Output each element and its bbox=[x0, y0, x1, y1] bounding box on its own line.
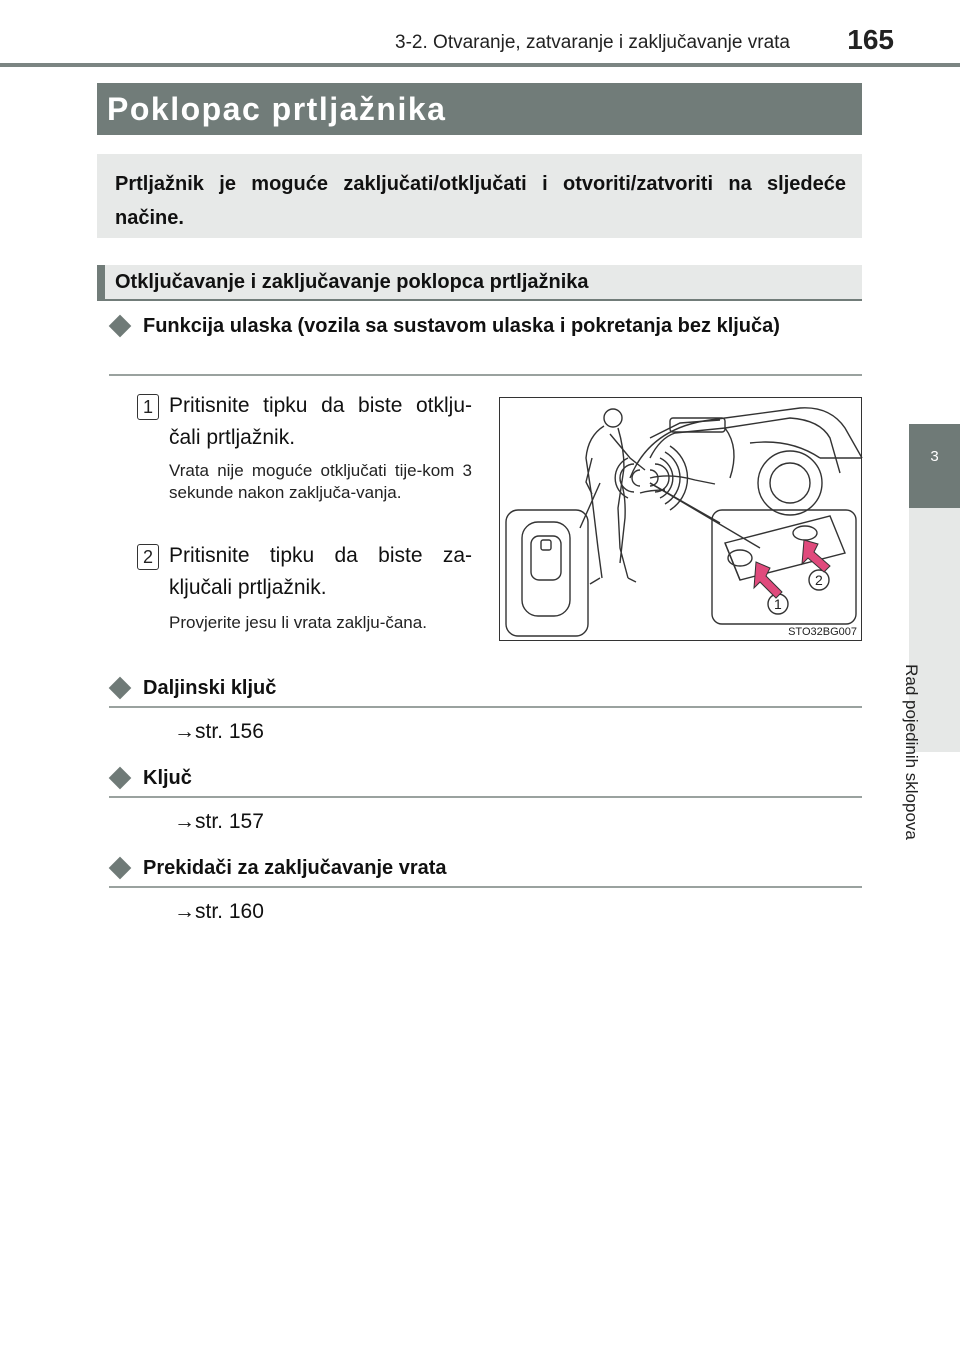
intro-box bbox=[97, 154, 862, 238]
chapter-tab: 3 bbox=[909, 424, 960, 508]
intro-text: Prtljažnik je moguće zaključati/otključati i otvoriti/zatvoriti na sljedeće načine. bbox=[115, 173, 846, 229]
callout-2: 2 bbox=[815, 572, 823, 588]
step-note: Provjerite jesu li vrata zaklju-čana. bbox=[169, 613, 427, 632]
illustration-code: STO32BG007 bbox=[788, 626, 857, 638]
page-reference: →str. 157 bbox=[174, 810, 264, 833]
page-title: Poklopac prtljažnika bbox=[107, 91, 447, 127]
page-reference: →str. 160 bbox=[174, 900, 264, 923]
method-rule bbox=[109, 886, 862, 888]
sub-heading bbox=[97, 265, 862, 301]
method-entry-function bbox=[109, 308, 862, 378]
step-number: 2 bbox=[137, 544, 159, 570]
running-head bbox=[0, 0, 960, 66]
chapter-strip bbox=[902, 508, 960, 840]
method-remote-key bbox=[109, 672, 862, 712]
diamond-bullet-icon bbox=[109, 315, 132, 338]
method-door-lock-switches bbox=[109, 852, 862, 892]
page-number: 165 bbox=[847, 24, 894, 55]
section-title: 3-2. Otvaranje, zatvaranje i zaključavanje vrata bbox=[395, 32, 790, 53]
method-title: Ključ bbox=[143, 767, 192, 789]
method-key bbox=[109, 762, 862, 802]
step-number: 1 bbox=[137, 394, 159, 420]
sub-heading-text: Otključavanje i zaključavanje poklopca prtljažnika bbox=[115, 271, 589, 293]
method-title: Daljinski ključ bbox=[143, 677, 277, 699]
chapter-title: Rad pojedinih sklopova bbox=[902, 664, 921, 840]
method-rule bbox=[109, 796, 862, 798]
callout-1: 1 bbox=[774, 596, 782, 612]
header-rule bbox=[0, 63, 960, 67]
trunk-lock-diagram-icon bbox=[500, 398, 863, 642]
step-note: Vrata nije moguće otključati tije-kom 3 sekunde nakon zaključa-vanja. bbox=[169, 461, 472, 502]
step-text: Pritisnite tipku da biste otklju-čali prtljažnik. bbox=[169, 394, 472, 449]
method-rule bbox=[109, 706, 862, 708]
step-2 bbox=[137, 540, 477, 670]
trunk-illustration bbox=[499, 397, 862, 641]
page-reference: →str. 156 bbox=[174, 720, 264, 743]
diamond-bullet-icon bbox=[109, 767, 132, 790]
page-title-bar bbox=[97, 83, 862, 135]
step-1 bbox=[137, 390, 477, 540]
method-title: Funkcija ulaska (vozila sa sustavom ulaska i pokretanja bez ključa) bbox=[143, 315, 780, 337]
method-rule bbox=[109, 374, 862, 376]
method-title: Prekidači za zaključavanje vrata bbox=[143, 857, 447, 879]
diamond-bullet-icon bbox=[109, 857, 132, 880]
step-text: Pritisnite tipku da biste za-ključali prtljažnik. bbox=[169, 544, 472, 599]
diamond-bullet-icon bbox=[109, 677, 132, 700]
